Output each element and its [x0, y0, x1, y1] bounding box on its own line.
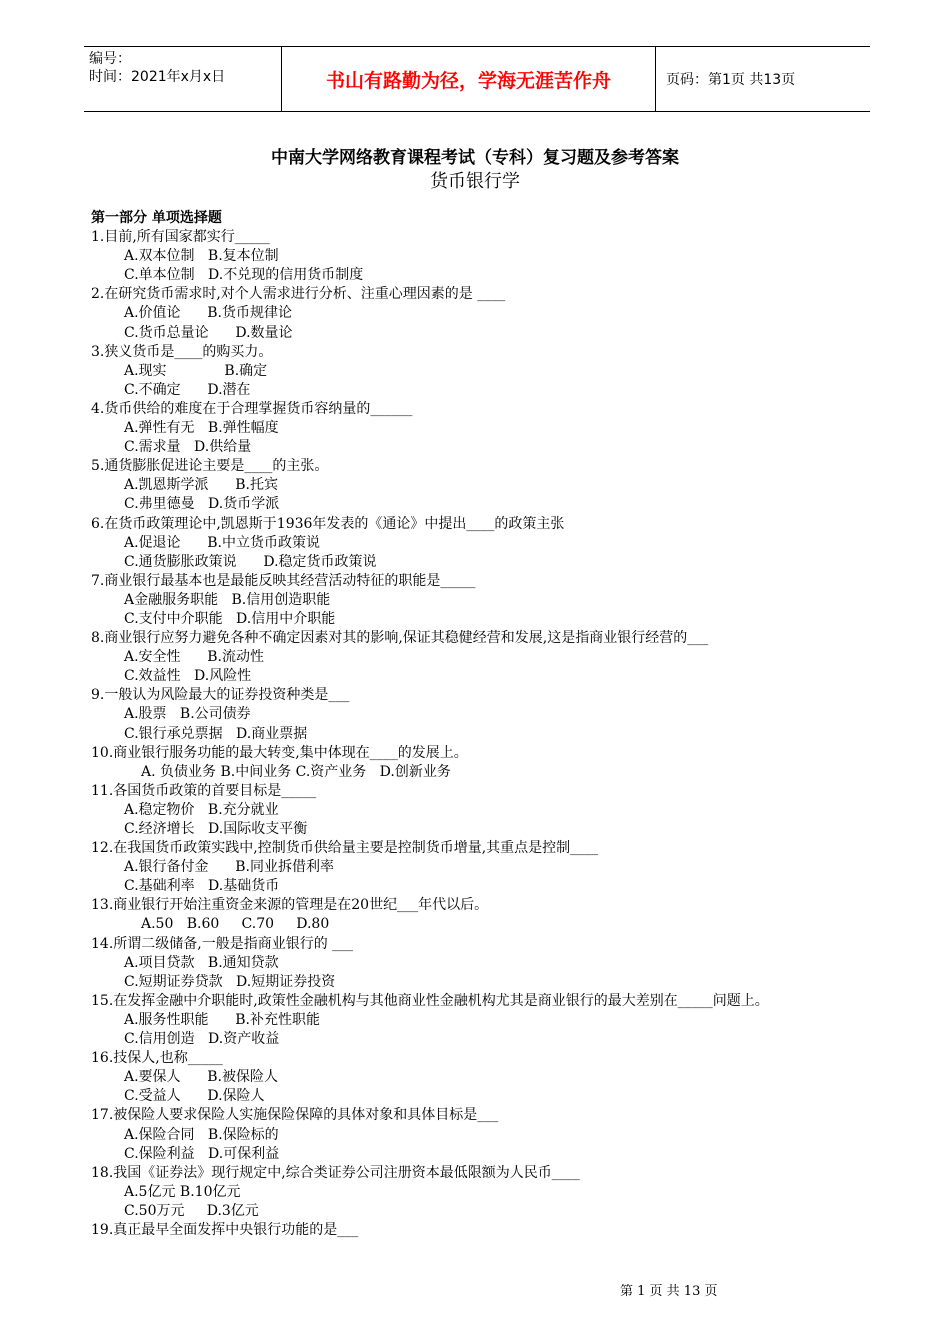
answer-options: C.支付中介职能 D.信用中介职能 — [124, 610, 336, 627]
answer-options: C.单本位制 D.不兑现的信用货币制度 — [124, 267, 364, 284]
header-page-info: 页码：第1页 共13页 — [666, 72, 796, 88]
document-header — [84, 46, 870, 112]
answer-options: C.效益性 D.风险性 — [124, 668, 252, 685]
question-text: 16.技保人,也称_____ — [91, 1050, 223, 1067]
answer-options: C.弗里德曼 D.货币学派 — [124, 496, 280, 513]
answer-options: A.项目贷款 B.通知贷款 — [124, 954, 279, 971]
question-text: 9.一般认为风险最大的证券投资种类是___ — [91, 687, 350, 704]
question-text: 1.目前,所有国家都实行_____ — [91, 229, 270, 246]
header-motto: 书山有路勤为径，学海无涯苦作舟 — [282, 47, 656, 111]
section-heading: 第一部分 单项选择题 — [91, 210, 222, 226]
answer-options: C.货币总量论 D.数量论 — [124, 324, 293, 341]
answer-options: A. 负债业务 B.中间业务 C.资产业务 D.创新业务 — [141, 763, 451, 780]
answer-options: C.银行承兑票据 D.商业票据 — [124, 725, 308, 742]
question-text: 11.各国货币政策的首要目标是_____ — [91, 782, 317, 799]
question-text: 19.真正最早全面发挥中央银行功能的是___ — [91, 1221, 359, 1238]
answer-options: A.50 B.60 C.70 D.80 — [141, 916, 330, 933]
question-text: 8.商业银行应努力避免各种不确定因素对其的影响,保证其稳健经营和发展,这是指商业银行经营的___ — [91, 630, 709, 647]
answer-options: A金融服务职能 B.信用创造职能 — [124, 591, 331, 608]
question-text: 4.货币供给的难度在于合理掌握货币容纳量的______ — [91, 400, 413, 417]
date-label: 时间：2021年x月x日 — [89, 69, 226, 85]
answer-options: C.需求量 D.供给量 — [124, 439, 252, 456]
question-text: 10.商业银行服务功能的最大转变,集中体现在____的发展上。 — [91, 744, 468, 761]
question-text: 6.在货币政策理论中,凯恩斯于1936年发表的《通论》中提出____的政策主张 — [91, 515, 565, 532]
answer-options: A.要保人 B.被保险人 — [124, 1069, 278, 1086]
answer-options: C.通货膨胀政策说 D.稳定货币政策说 — [124, 553, 377, 570]
header-meta — [84, 47, 282, 111]
answer-options: C.短期证券贷款 D.短期证券投资 — [124, 973, 336, 990]
question-text: 7.商业银行最基本也是最能反映其经营活动特征的职能是_____ — [91, 572, 476, 589]
answer-options: A.现实 B.确定 — [124, 362, 268, 379]
answer-options: C.经济增长 D.国际收支平衡 — [124, 821, 308, 837]
answer-options: A.凯恩斯学派 B.托宾 — [124, 477, 278, 494]
question-text: 3.狭义货币是____的购买力。 — [91, 343, 273, 360]
answer-options: A.股票 B.公司债券 — [124, 706, 251, 723]
answer-options: C.保险利益 D.可保利益 — [124, 1145, 280, 1162]
answer-options: A.促退论 B.中立货币政策说 — [124, 534, 320, 551]
answer-options: A.双本位制 B.复本位制 — [124, 248, 279, 265]
question-text: 17.被保险人要求保险人实施保险保障的具体对象和具体目标是___ — [91, 1107, 499, 1124]
answer-options: A.5亿元 B.10亿元 — [124, 1183, 241, 1200]
question-text: 5.通货膨胀促进论主要是____的主张。 — [91, 458, 329, 475]
question-text: 2.在研究货币需求时,对个人需求进行分析、注重心理因素的是 ____ — [91, 286, 506, 303]
document-title: 中南大学网络教育课程考试（专科）复习题及参考答案 — [271, 148, 679, 168]
answer-options: A.弹性有无 B.弹性幅度 — [124, 420, 279, 437]
answer-options: C.基础利率 D.基础货币 — [124, 878, 280, 895]
answer-options: C.受益人 D.保险人 — [124, 1088, 265, 1105]
question-text: 14.所谓二级储备,一般是指商业银行的 ___ — [91, 935, 354, 952]
number-label: 编号： — [89, 51, 131, 67]
answer-options: A.服务性职能 B.补充性职能 — [124, 1011, 320, 1028]
answer-options: A.价值论 B.货币规律论 — [124, 305, 292, 322]
answer-options: C.信用创造 D.资产收益 — [124, 1031, 280, 1048]
question-text: 15.在发挥金融中介职能时,政策性金融机构与其他商业性金融机构尤其是商业银行的最大差别在_____问题上。 — [91, 992, 769, 1009]
answer-options: C.不确定 D.潜在 — [124, 381, 251, 398]
page-footer: 第 1 页 共 13 页 — [620, 1284, 718, 1299]
question-text: 12.在我国货币政策实践中,控制货币供给量主要是控制货币增量,其重点是控制____ — [91, 840, 599, 857]
answer-options: A.稳定物价 B.充分就业 — [124, 801, 279, 818]
question-text: 13.商业银行开始注重资金来源的管理是在20世纪___年代以后。 — [91, 897, 489, 914]
question-text: 18.我国《证券法》现行规定中,综合类证券公司注册资本最低限额为人民币____ — [91, 1164, 580, 1181]
question-list — [91, 209, 871, 1240]
answer-options: A.安全性 B.流动性 — [124, 649, 264, 666]
answer-options: A.银行备付金 B.同业拆借利率 — [124, 859, 334, 876]
answer-options: C.50万元 D.3亿元 — [124, 1202, 259, 1219]
answer-options: A.保险合同 B.保险标的 — [124, 1126, 279, 1143]
document-subtitle: 货币银行学 — [430, 171, 520, 192]
